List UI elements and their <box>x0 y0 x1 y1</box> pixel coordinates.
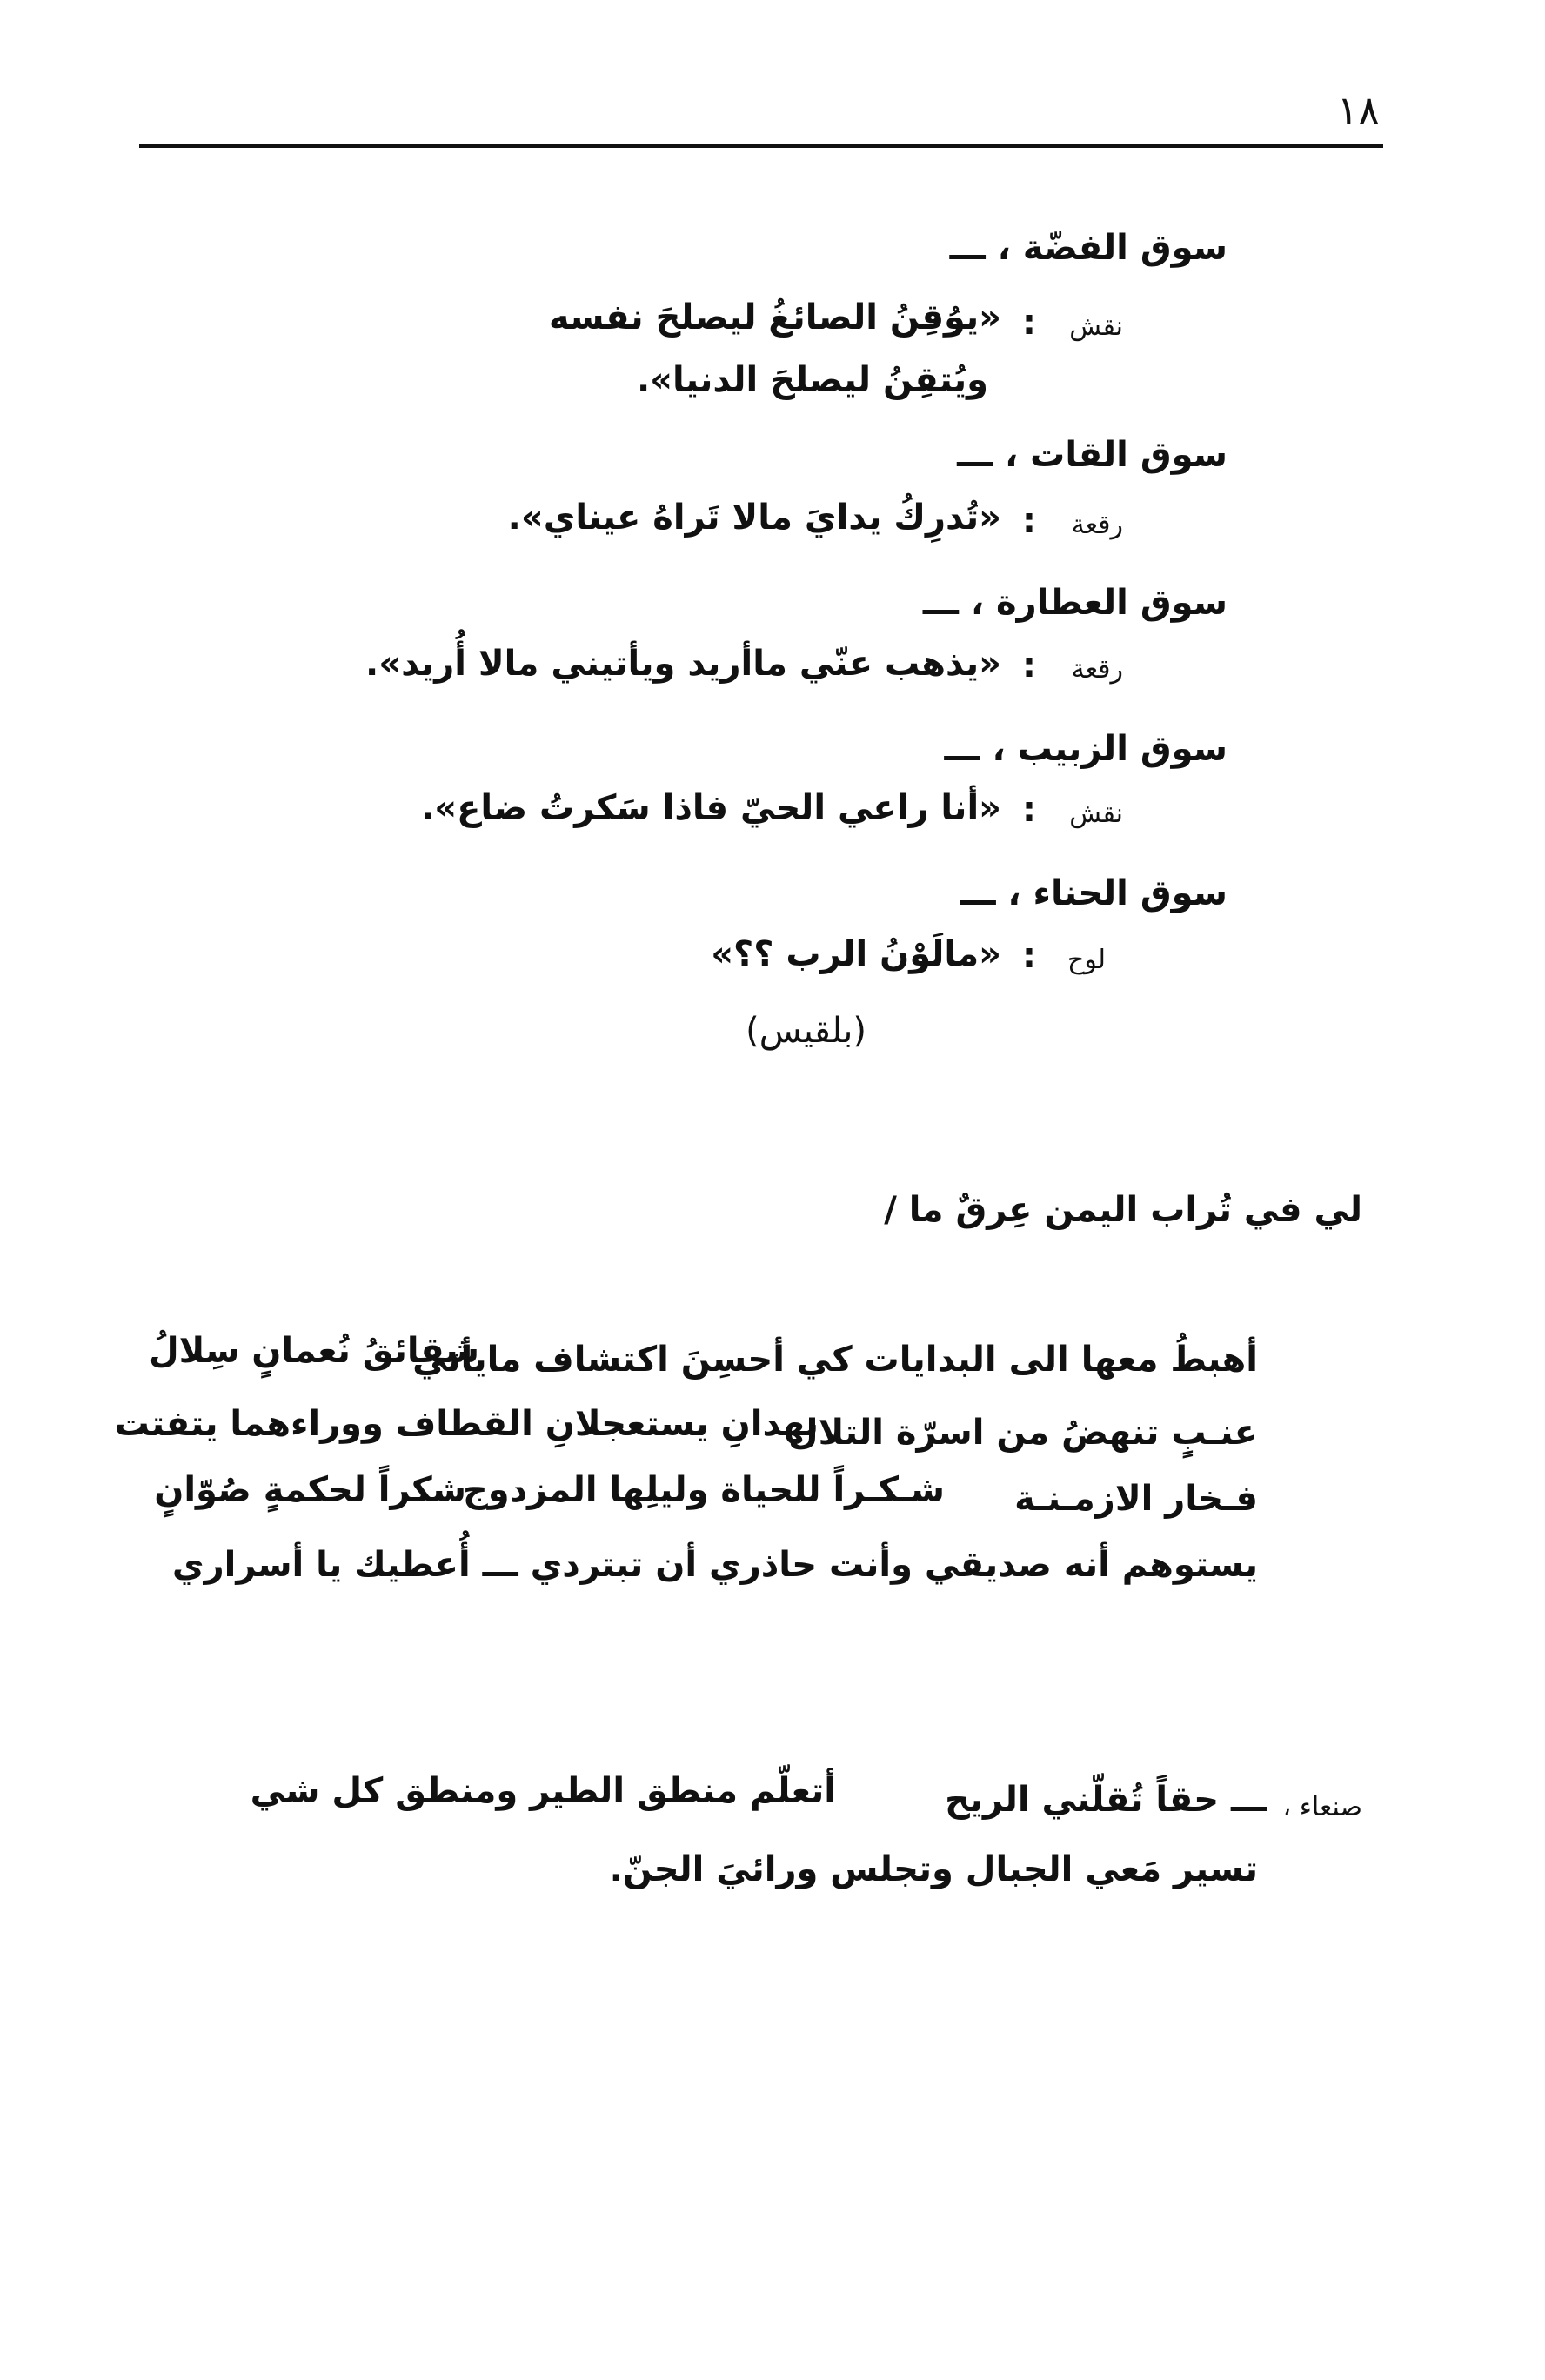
souk-heading-raisin: سوق الزبيب ، ـــ <box>944 729 1227 769</box>
souk-heading-henna: سوق الحناء ، ـــ <box>960 873 1227 913</box>
header-rule <box>139 144 1383 148</box>
stanza1-line4: يستوهم أنه صديقي وأنت حاذري أن تبتردي ـــ أُعطيك يا أسراري <box>171 1545 1258 1585</box>
souk-heading-silver: سوق الفضّة ، ـــ <box>949 228 1227 268</box>
signature: (بلقيس) <box>746 1011 866 1051</box>
stanza1-line3-right: فـخار الازمـنـة <box>1014 1479 1258 1519</box>
stanza1-line2-left: نهدانِ يستعجلانِ القطاف ووراءهما يتفتت <box>114 1404 819 1444</box>
souk-heading-qat: سوق القات ، ـــ <box>957 435 1227 475</box>
stanza2-line1-left: أتعلّم منطق الطير ومنطق كل شي <box>250 1771 836 1811</box>
souk-text-silver-2: ويُتقِنُ ليصلحَ الدنيا». <box>636 360 988 400</box>
souk-text-qat: «تُدرِكُ يدايَ مالا تَراهُ عيناي». <box>507 498 1001 538</box>
stanza2-line1-right: ـــ حقاً تُقلّني الريح <box>945 1780 1267 1820</box>
souk-label-perfume: رقعة <box>1071 654 1123 685</box>
stanza2-label: صنعاء ، <box>1282 1792 1362 1822</box>
souk-label-silver: نقش <box>1069 311 1123 342</box>
colon-separator: : <box>1022 790 1036 830</box>
stanza2-line2: تسير مَعي الجبال وتجلس ورائيَ الجنّ. <box>609 1849 1258 1889</box>
stanza1-line3-mid: شـكـراً للحياة وليلِها المزدوج <box>462 1470 945 1510</box>
souk-text-henna: «مالَوْنُ الرب ؟؟» <box>711 934 1001 974</box>
souk-label-qat: رقعة <box>1071 510 1123 540</box>
souk-text-silver-1: «يوُقِنُ الصائغُ ليصلحَ نفسه <box>548 298 1001 338</box>
stanza1-line1-left: شقائقُ نُعمانٍ سِلالُ <box>148 1331 479 1371</box>
stanza1-line2-right: عنـبٍ تنهضُ من اسرّة التلال <box>787 1413 1258 1453</box>
stanza1-line1-right: أهبطُ معها الى البدايات كي أحسِنَ اكتشاف مايأتي <box>412 1340 1258 1380</box>
souk-label-henna: لوح <box>1067 945 1106 975</box>
colon-separator: : <box>1022 303 1036 343</box>
colon-separator: : <box>1022 936 1036 976</box>
page-number: ١٨ <box>1336 87 1380 134</box>
colon-separator: : <box>1022 501 1036 541</box>
stanza1-line3-left: شكراً لحكمةٍ صُوّانٍ <box>154 1470 466 1510</box>
colon-separator: : <box>1022 645 1036 685</box>
souk-label-raisin: نقش <box>1069 799 1123 829</box>
souk-heading-perfume: سوق العطارة ، ـــ <box>922 583 1227 623</box>
poem-title: لي في تُراب اليمن عِرقٌ ما / <box>884 1190 1362 1230</box>
souk-text-perfume: «يذهب عنّي ماأريد ويأتيني مالا أُريد». <box>365 644 1001 684</box>
souk-text-raisin: «أنا راعي الحيّ فاذا سَكرتُ ضاع». <box>421 788 1001 828</box>
